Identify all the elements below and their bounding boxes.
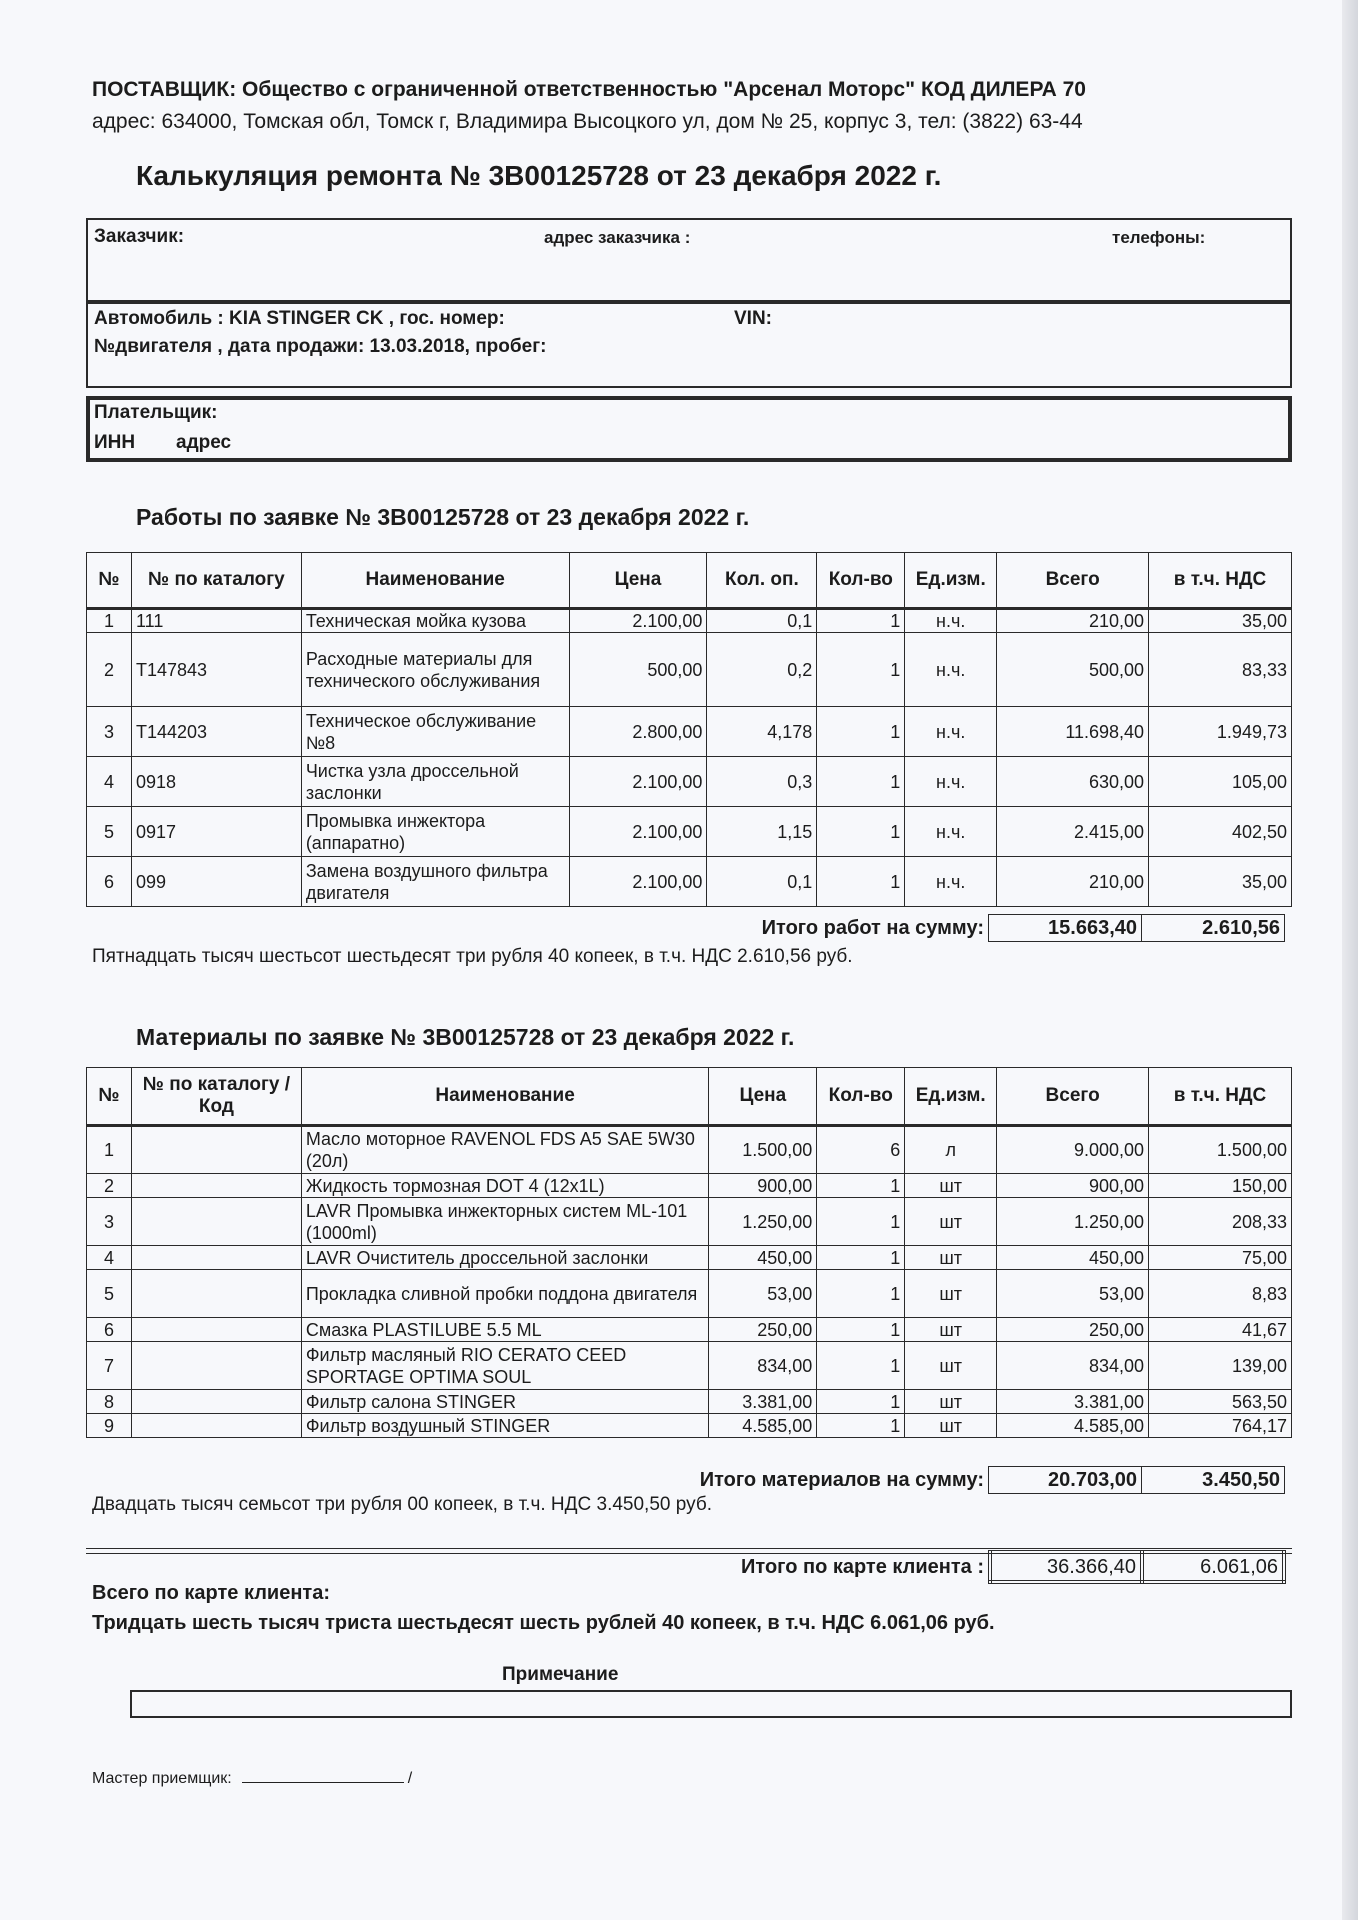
customer-box: [86, 218, 1292, 302]
works-cell-vat: 1.949,73: [1149, 707, 1292, 757]
works-cell-vat: 83,33: [1149, 633, 1292, 707]
materials-cell-n: 9: [87, 1414, 132, 1438]
materials-cell-qty: 1: [817, 1174, 905, 1198]
materials-cell-price: 250,00: [709, 1318, 817, 1342]
vehicle-vin-label: VIN:: [734, 308, 772, 329]
works-row: [87, 757, 1292, 807]
materials-cell-qty: 1: [817, 1246, 905, 1270]
materials-cell-qty: 1: [817, 1318, 905, 1342]
materials-row: [87, 1270, 1292, 1318]
materials-cell-code: [131, 1270, 301, 1318]
materials-cell-total: 3.381,00: [997, 1390, 1149, 1414]
col-header-number: №: [87, 553, 132, 609]
materials-cell-price: 450,00: [709, 1246, 817, 1270]
col-header-unit: Ед.изм.: [905, 1068, 997, 1126]
grand-total-in-words: Тридцать шесть тысяч триста шестьдесят шесть рублей 40 копеек, в т.ч. НДС 6.061,06 руб.: [92, 1612, 995, 1634]
works-cell-code: T144203: [131, 707, 301, 757]
materials-cell-vat: 1.500,00: [1149, 1126, 1292, 1174]
materials-cell-vat: 75,00: [1149, 1246, 1292, 1270]
materials-cell-qty: 1: [817, 1342, 905, 1390]
col-header-quantity: Кол-во: [817, 553, 905, 609]
payer-address-label: адрес: [176, 432, 232, 453]
materials-cell-code: [131, 1126, 301, 1174]
materials-cell-name: Жидкость тормозная DOT 4 (12x1L): [301, 1174, 709, 1198]
works-cell-vat: 402,50: [1149, 807, 1292, 857]
materials-row: [87, 1414, 1292, 1438]
materials-cell-code: [131, 1342, 301, 1390]
materials-cell-qty: 1: [817, 1390, 905, 1414]
works-cell-vat: 105,00: [1149, 757, 1292, 807]
materials-cell-vat: 139,00: [1149, 1342, 1292, 1390]
works-cell-ops: 0,2: [707, 633, 817, 707]
works-cell-price: 2.100,00: [569, 609, 707, 633]
supplier-block: [92, 74, 1086, 138]
works-section-title: Работы по заявке № 3В00125728 от 23 декабря 2022 г.: [136, 504, 750, 530]
materials-row: [87, 1246, 1292, 1270]
materials-cell-code: [131, 1246, 301, 1270]
vehicle-box: [86, 302, 1292, 388]
col-header-name: Наименование: [301, 1068, 709, 1126]
materials-cell-name: LAVR Очиститель дроссельной заслонки: [301, 1246, 709, 1270]
materials-total-label: Итого материалов на сумму:: [699, 1469, 984, 1491]
works-row: [87, 633, 1292, 707]
works-cell-name: Техническое обслуживание №8: [301, 707, 569, 757]
materials-total-value: 20.703,00: [989, 1467, 1142, 1494]
works-cell-unit: н.ч.: [905, 707, 997, 757]
works-row: [87, 609, 1292, 633]
supplier-address: адрес: 634000, Томская обл, Томск г, Владимира Высоцкого ул, дом № 25, корпус 3, тел: (3822) 63-44: [92, 110, 1083, 133]
note-field: [130, 1690, 1292, 1718]
works-cell-price: 2.800,00: [569, 707, 707, 757]
signature-label: Мастер приемщик:: [92, 1770, 232, 1787]
materials-cell-price: 1.500,00: [709, 1126, 817, 1174]
materials-cell-code: [131, 1414, 301, 1438]
works-cell-unit: н.ч.: [905, 633, 997, 707]
materials-cell-total: 4.585,00: [997, 1414, 1149, 1438]
works-cell-n: 3: [87, 707, 132, 757]
col-header-name: Наименование: [301, 553, 569, 609]
materials-cell-name: Масло моторное RAVENOL FDS A5 SAE 5W30 (20л): [301, 1126, 709, 1174]
materials-cell-total: 1.250,00: [997, 1198, 1149, 1246]
payer-inn-label: ИНН: [94, 432, 136, 453]
materials-row: [87, 1342, 1292, 1390]
materials-cell-unit: шт: [905, 1390, 997, 1414]
works-total-in-words: Пятнадцать тысяч шестьсот шестьдесят три рубля 40 копеек, в т.ч. НДС 2.610,56 руб.: [92, 946, 853, 967]
materials-cell-vat: 563,50: [1149, 1390, 1292, 1414]
materials-cell-total: 9.000,00: [997, 1126, 1149, 1174]
works-header-row: [87, 553, 1292, 609]
col-header-number: №: [87, 1068, 132, 1126]
materials-totals: [560, 1466, 1285, 1494]
materials-cell-name: Фильтр салона STINGER: [301, 1390, 709, 1414]
works-cell-n: 2: [87, 633, 132, 707]
materials-cell-total: 834,00: [997, 1342, 1149, 1390]
col-header-quantity: Кол-во: [817, 1068, 905, 1126]
works-cell-ops: 0,3: [707, 757, 817, 807]
materials-cell-name: Фильтр масляный RIO CERATO CEED SPORTAGE OPTIMA SOUL: [301, 1342, 709, 1390]
works-cell-name: Замена воздушного фильтра двигателя: [301, 857, 569, 907]
materials-cell-n: 4: [87, 1246, 132, 1270]
note-label: Примечание: [502, 1664, 619, 1685]
materials-cell-unit: шт: [905, 1198, 997, 1246]
materials-cell-n: 5: [87, 1270, 132, 1318]
page-edge: [1342, 0, 1358, 1920]
col-header-unit: Ед.изм.: [905, 553, 997, 609]
works-cell-code: 111: [131, 609, 301, 633]
works-cell-qty: 1: [817, 757, 905, 807]
works-cell-ops: 1,15: [707, 807, 817, 857]
materials-cell-unit: шт: [905, 1318, 997, 1342]
materials-cell-qty: 1: [817, 1414, 905, 1438]
works-cell-code: 0917: [131, 807, 301, 857]
materials-cell-code: [131, 1174, 301, 1198]
grand-total-heading: Всего по карте клиента:: [92, 1582, 330, 1604]
works-cell-ops: 4,178: [707, 707, 817, 757]
materials-cell-name: Смазка PLASTILUBE 5.5 ML: [301, 1318, 709, 1342]
materials-cell-unit: л: [905, 1126, 997, 1174]
works-total-value: 15.663,40: [989, 915, 1142, 942]
vehicle-model: Автомобиль : KIA STINGER CK , гос. номер:: [94, 308, 505, 329]
materials-cell-unit: шт: [905, 1270, 997, 1318]
works-cell-code: 0918: [131, 757, 301, 807]
payer-box: [86, 396, 1292, 462]
grand-total-vat: 6.061,06: [1142, 1552, 1284, 1582]
works-cell-qty: 1: [817, 857, 905, 907]
works-cell-qty: 1: [817, 609, 905, 633]
works-cell-qty: 1: [817, 807, 905, 857]
works-cell-total: 630,00: [997, 757, 1149, 807]
grand-total-label: Итого по карте клиента :: [741, 1556, 984, 1578]
materials-row: [87, 1174, 1292, 1198]
works-cell-price: 2.100,00: [569, 807, 707, 857]
materials-section-title: Материалы по заявке № 3В00125728 от 23 декабря 2022 г.: [136, 1024, 795, 1050]
col-header-total: Всего: [997, 1068, 1149, 1126]
customer-label: Заказчик:: [94, 226, 185, 247]
materials-cell-unit: шт: [905, 1342, 997, 1390]
customer-address-label: адрес заказчика :: [544, 228, 691, 247]
works-row: [87, 857, 1292, 907]
materials-cell-total: 250,00: [997, 1318, 1149, 1342]
materials-cell-n: 8: [87, 1390, 132, 1414]
materials-cell-n: 3: [87, 1198, 132, 1246]
materials-cell-n: 6: [87, 1318, 132, 1342]
works-cell-ops: 0,1: [707, 609, 817, 633]
materials-cell-total: 53,00: [997, 1270, 1149, 1318]
works-cell-unit: н.ч.: [905, 807, 997, 857]
works-cell-code: 099: [131, 857, 301, 907]
materials-cell-n: 2: [87, 1174, 132, 1198]
grand-totals: [560, 1550, 1286, 1584]
col-header-catalog-code: № по каталогу / Код: [131, 1068, 301, 1126]
works-cell-total: 500,00: [997, 633, 1149, 707]
materials-cell-code: [131, 1390, 301, 1414]
materials-row: [87, 1318, 1292, 1342]
vehicle-engine-sale-mileage: №двигателя , дата продажи: 13.03.2018, пробег:: [94, 336, 547, 357]
materials-cell-code: [131, 1318, 301, 1342]
materials-cell-vat: 150,00: [1149, 1174, 1292, 1198]
materials-cell-price: 4.585,00: [709, 1414, 817, 1438]
works-cell-unit: н.ч.: [905, 757, 997, 807]
works-cell-price: 500,00: [569, 633, 707, 707]
col-header-price: Цена: [569, 553, 707, 609]
materials-cell-code: [131, 1198, 301, 1246]
materials-cell-n: 1: [87, 1126, 132, 1174]
works-cell-total: 11.698,40: [997, 707, 1149, 757]
materials-row: [87, 1198, 1292, 1246]
col-header-catalog: № по каталогу: [131, 553, 301, 609]
works-cell-qty: 1: [817, 633, 905, 707]
materials-cell-unit: шт: [905, 1414, 997, 1438]
supplier-name: ПОСТАВЩИК: Общество с ограниченной ответственностью "Арсенал Моторс" КОД ДИЛЕРА 70: [92, 78, 1086, 101]
materials-cell-qty: 6: [817, 1126, 905, 1174]
works-cell-name: Чистка узла дроссельной заслонки: [301, 757, 569, 807]
materials-row: [87, 1390, 1292, 1414]
works-cell-price: 2.100,00: [569, 857, 707, 907]
works-cell-code: T147843: [131, 633, 301, 707]
works-total-vat: 2.610,56: [1142, 915, 1285, 942]
materials-cell-vat: 764,17: [1149, 1414, 1292, 1438]
materials-cell-vat: 41,67: [1149, 1318, 1292, 1342]
materials-cell-price: 1.250,00: [709, 1198, 817, 1246]
materials-table: [86, 1067, 1292, 1438]
signature-line: [242, 1768, 404, 1783]
col-header-price: Цена: [709, 1068, 817, 1126]
materials-cell-unit: шт: [905, 1246, 997, 1270]
works-cell-n: 4: [87, 757, 132, 807]
works-table: [86, 552, 1292, 907]
materials-cell-qty: 1: [817, 1198, 905, 1246]
grand-total-value: 36.366,40: [990, 1552, 1142, 1582]
works-cell-n: 1: [87, 609, 132, 633]
works-cell-unit: н.ч.: [905, 609, 997, 633]
works-cell-vat: 35,00: [1149, 857, 1292, 907]
materials-row: [87, 1126, 1292, 1174]
payer-label: Плательщик:: [94, 402, 218, 423]
document-title: Калькуляция ремонта № 3В00125728 от 23 декабря 2022 г.: [136, 160, 942, 191]
works-cell-price: 2.100,00: [569, 757, 707, 807]
works-cell-total: 210,00: [997, 609, 1149, 633]
materials-cell-qty: 1: [817, 1270, 905, 1318]
works-cell-n: 6: [87, 857, 132, 907]
col-header-vat: в т.ч. НДС: [1149, 553, 1292, 609]
works-cell-name: Расходные материалы для технического обслуживания: [301, 633, 569, 707]
materials-cell-price: 900,00: [709, 1174, 817, 1198]
materials-cell-name: Прокладка сливной пробки поддона двигателя: [301, 1270, 709, 1318]
materials-cell-n: 7: [87, 1342, 132, 1390]
works-cell-n: 5: [87, 807, 132, 857]
works-cell-name: Промывка инжектора (аппаратно): [301, 807, 569, 857]
materials-total-vat: 3.450,50: [1142, 1467, 1285, 1494]
materials-cell-name: LAVR Промывка инжекторных систем ML-101 (1000ml): [301, 1198, 709, 1246]
materials-header-row: [87, 1068, 1292, 1126]
customer-phones-label: телефоны:: [1112, 228, 1206, 247]
col-header-total: Всего: [997, 553, 1149, 609]
signature-block: [92, 1768, 412, 1788]
materials-cell-name: Фильтр воздушный STINGER: [301, 1414, 709, 1438]
works-cell-qty: 1: [817, 707, 905, 757]
works-row: [87, 807, 1292, 857]
materials-cell-price: 3.381,00: [709, 1390, 817, 1414]
works-total-label: Итого работ на сумму:: [761, 917, 984, 939]
works-row: [87, 707, 1292, 757]
materials-cell-price: 53,00: [709, 1270, 817, 1318]
works-cell-ops: 0,1: [707, 857, 817, 907]
materials-cell-vat: 8,83: [1149, 1270, 1292, 1318]
works-cell-unit: н.ч.: [905, 857, 997, 907]
works-totals: [560, 914, 1285, 942]
materials-cell-total: 450,00: [997, 1246, 1149, 1270]
works-cell-total: 2.415,00: [997, 807, 1149, 857]
materials-cell-vat: 208,33: [1149, 1198, 1292, 1246]
materials-cell-price: 834,00: [709, 1342, 817, 1390]
works-cell-name: Техническая мойка кузова: [301, 609, 569, 633]
materials-cell-unit: шт: [905, 1174, 997, 1198]
works-cell-vat: 35,00: [1149, 609, 1292, 633]
col-header-vat: в т.ч. НДС: [1149, 1068, 1292, 1126]
materials-total-in-words: Двадцать тысяч семьсот три рубля 00 копеек, в т.ч. НДС 3.450,50 руб.: [92, 1494, 712, 1515]
materials-cell-total: 900,00: [997, 1174, 1149, 1198]
col-header-operations: Кол. оп.: [707, 553, 817, 609]
signature-separator: /: [407, 1770, 413, 1787]
works-cell-total: 210,00: [997, 857, 1149, 907]
